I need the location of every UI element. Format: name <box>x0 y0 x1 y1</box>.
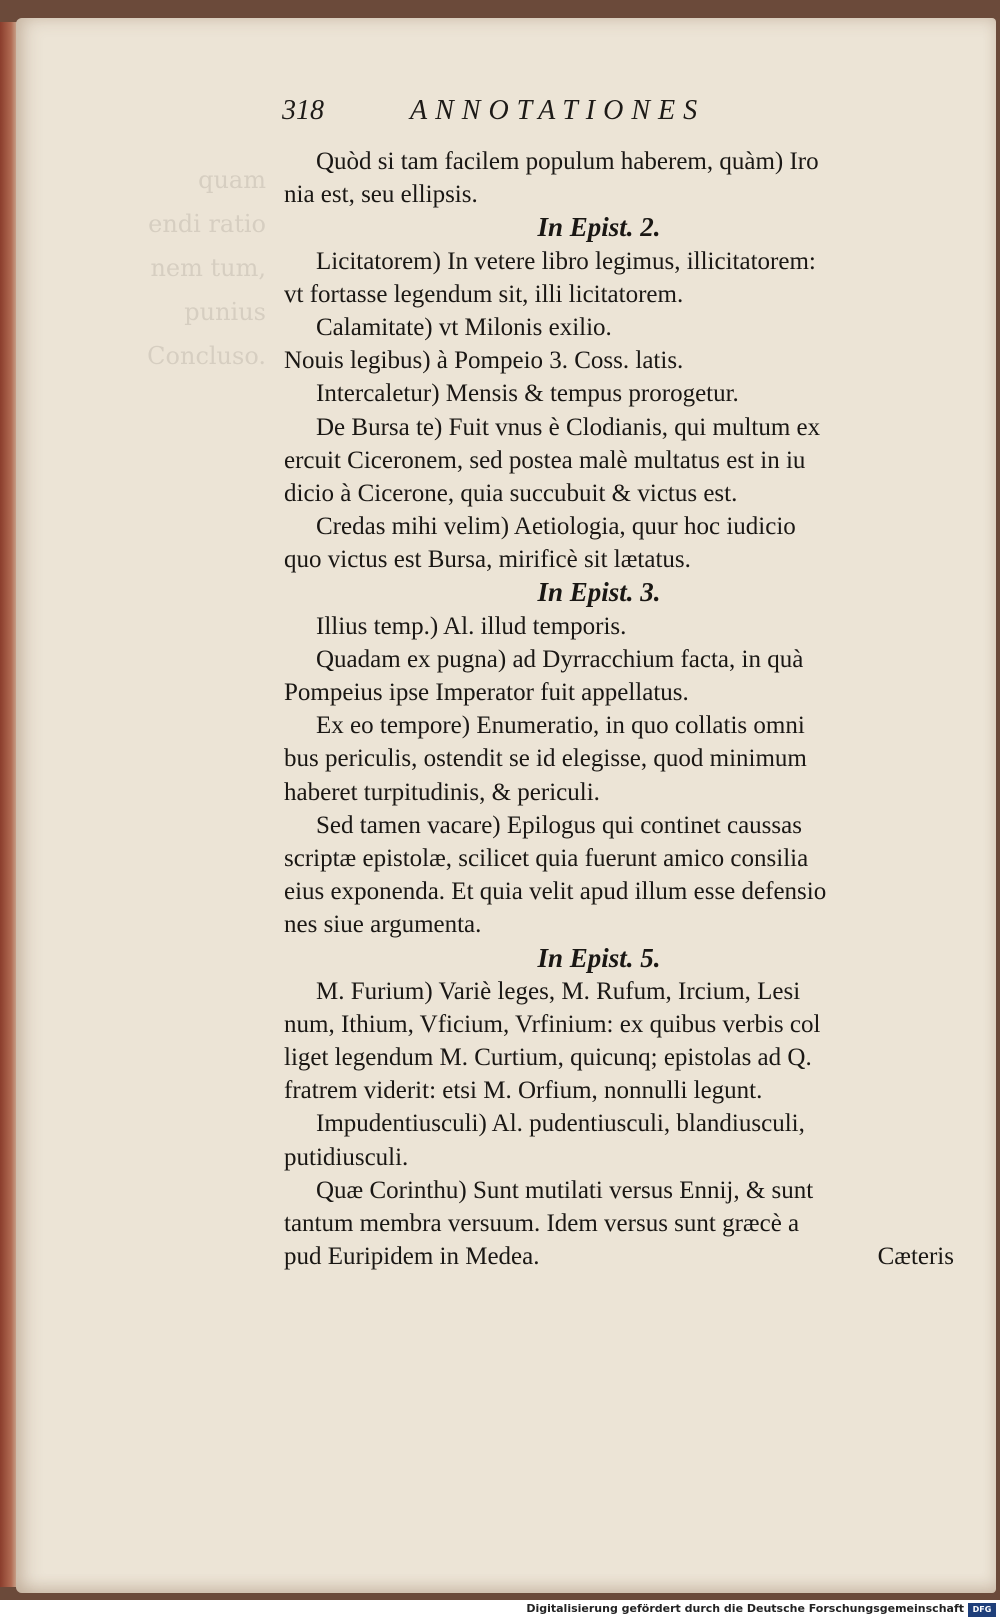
ghost-line: nem tum, <box>150 254 266 282</box>
text-line: Nouis legibus) à Pompeio 3. Coss. latis. <box>284 347 684 375</box>
bleed-through-text <box>126 158 266 370</box>
text-line: putidiusculi. <box>284 1143 409 1171</box>
text-line: Credas mihi velim) Aetiologia, quur hoc iudicio <box>316 513 796 541</box>
text-line: Ex eo tempore) Enumeratio, in quo collatis omni <box>316 712 805 740</box>
text-line: Intercaletur) Mensis & tempus prorogetur. <box>316 380 739 408</box>
text-line: M. Furium) Variè leges, M. Rufum, Ircium, Lesi <box>316 977 801 1005</box>
section-heading: In Epist. 2. <box>537 212 661 243</box>
text-line: nes siue argumenta. <box>284 911 482 939</box>
text-line: Quòd si tam facilem populum haberem, quàm) Iro <box>316 148 819 175</box>
text-line: fratrem viderit: etsi M. Orfium, nonnulli legunt. <box>284 1077 763 1105</box>
last-line <box>284 1240 954 1273</box>
text-line: num, Ithium, Vficium, Vrfinium: ex quibus verbis col <box>284 1010 821 1038</box>
text-line: eius exponenda. Et quia velit apud illum esse defensio <box>284 878 827 906</box>
running-head <box>282 95 822 135</box>
text-line: Licitatorem) In vetere libro legimus, illicitatorem: <box>316 247 816 275</box>
section-heading: In Epist. 3. <box>537 577 661 608</box>
text-line: Quæ Corinthu) Sunt mutilati versus Ennij, & sunt <box>316 1176 814 1204</box>
text-line: pud Euripidem in Medea. <box>284 1243 540 1271</box>
text-line: Calamitate) vt Milonis exilio. <box>316 313 612 341</box>
page-number: 318 <box>282 95 324 126</box>
catchword: Cæteris <box>877 1243 954 1271</box>
text-line: scriptæ epistolæ, scilicet quia fuerunt amico consilia <box>284 844 809 872</box>
text-line: dicio à Cicerone, quia succubuit & victus est. <box>284 479 738 507</box>
ghost-line: endi ratio <box>148 210 266 238</box>
ghost-line: quam <box>198 166 266 194</box>
text-line: vt fortasse legendum sit, illi licitatorem. <box>284 280 684 308</box>
text-line: Quadam ex pugna) ad Dyrracchium facta, in quà <box>316 645 804 673</box>
text-line: bus periculis, ostendit se id elegisse, quod minimum <box>284 745 807 773</box>
digitization-credit: Digitalisierung gefördert durch die Deutsche Forschungsgemeinschaft <box>526 1602 964 1615</box>
text-line: Sed tamen vacare) Epilogus qui continet caussas <box>316 811 802 839</box>
text-line: tantum membra versuum. Idem versus sunt græcè a <box>284 1210 800 1237</box>
text-line: liget legendum M. Curtium, quicunq; epistolas ad Q. <box>284 1044 812 1072</box>
ghost-line: punius <box>184 298 266 326</box>
text-line: ercuit Ciceronem, sed postea malè multatus est in iu <box>284 446 806 474</box>
annotation-text <box>284 145 954 1273</box>
text-line: quo victus est Bursa, mirificè sit lætatus. <box>284 546 691 574</box>
text-line: Illius temp.) Al. illud temporis. <box>316 612 627 640</box>
text-line: haberet turpitudinis, & periculi. <box>284 778 600 806</box>
footer-bar <box>0 1600 1000 1622</box>
running-title: ANNOTATIONES <box>410 95 706 126</box>
dfg-logo-icon: DFG <box>968 1603 996 1617</box>
text-line: De Bursa te) Fuit vnus è Clodianis, qui multum ex <box>316 413 821 441</box>
text-line: Pompeius ipse Imperator fuit appellatus. <box>284 679 689 706</box>
text-line: nia est, seu ellipsis. <box>284 181 478 209</box>
ghost-line: Concluso. <box>147 342 266 370</box>
section-heading: In Epist. 5. <box>537 942 661 973</box>
text-line: Impudentiusculi) Al. pudentiusculi, blandiusculi, <box>316 1110 805 1138</box>
